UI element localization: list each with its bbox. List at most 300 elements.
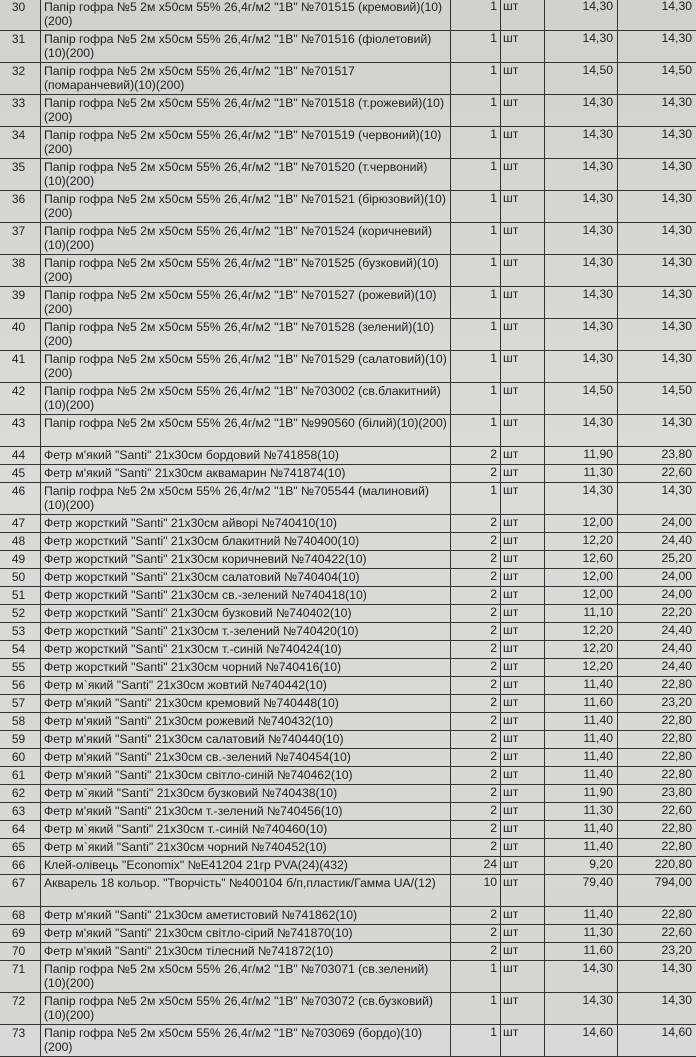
item-description: Папір гофра №5 2м х50см 55% 26,4г/м2 "1В" №701516 (фіолетовий)(10)(200): [41, 31, 451, 63]
item-description: Фетр м'який "Santi" 21х30см бордовий №741858(10): [41, 447, 451, 465]
item-description: Фетр м`який "Santi" 21х30см чорний №740452(10): [41, 839, 451, 857]
item-sum: 14,30: [618, 31, 696, 63]
item-description: Фетр м'який "Santi" 21х30см тілесний №741872(10): [41, 943, 451, 961]
item-sum: 23,80: [618, 447, 696, 465]
item-unit: шт: [501, 127, 545, 159]
item-quantity: 2: [451, 659, 501, 677]
item-unit: шт: [501, 319, 545, 351]
table-row: [0, 351, 696, 383]
row-number: 52: [0, 605, 41, 623]
item-quantity: 2: [451, 925, 501, 943]
item-price: 79,40: [545, 875, 618, 907]
item-description: Фетр м'який "Santi" 21х30см салатовий №740440(10): [41, 731, 451, 749]
item-sum: 14,30: [618, 127, 696, 159]
item-quantity: 1: [451, 287, 501, 319]
item-sum: 25,20: [618, 551, 696, 569]
item-description: Папір гофра №5 2м х50см 55% 26,4г/м2 "1В" №701524 (коричневий)(10)(200): [41, 223, 451, 255]
item-sum: 14,30: [618, 993, 696, 1025]
item-quantity: 2: [451, 623, 501, 641]
row-number: 44: [0, 447, 41, 465]
item-price: 11,40: [545, 767, 618, 785]
row-number: 41: [0, 351, 41, 383]
table-row: [0, 383, 696, 415]
item-unit: шт: [501, 287, 545, 319]
item-quantity: 1: [451, 255, 501, 287]
item-sum: 22,80: [618, 731, 696, 749]
item-unit: шт: [501, 465, 545, 483]
row-number: 64: [0, 821, 41, 839]
item-price: 11,40: [545, 713, 618, 731]
item-quantity: 2: [451, 713, 501, 731]
item-unit: шт: [501, 821, 545, 839]
table-row: [0, 857, 696, 875]
item-description: Фетр жорсткий "Santi" 21х30см т.-синій №740424(10): [41, 641, 451, 659]
table-row: [0, 943, 696, 961]
item-quantity: 2: [451, 785, 501, 803]
item-price: 14,30: [545, 319, 618, 351]
table-row: [0, 223, 696, 255]
item-quantity: 2: [451, 587, 501, 605]
item-unit: шт: [501, 659, 545, 677]
item-sum: 23,20: [618, 695, 696, 713]
item-sum: 24,40: [618, 623, 696, 641]
item-description: Фетр м'який "Santi" 21х30см т.-зелений №740456(10): [41, 803, 451, 821]
table-row: [0, 159, 696, 191]
item-unit: шт: [501, 677, 545, 695]
table-row: [0, 821, 696, 839]
table-row: [0, 623, 696, 641]
item-price: 14,30: [545, 159, 618, 191]
item-sum: 24,40: [618, 659, 696, 677]
row-number: 56: [0, 677, 41, 695]
item-price: 11,60: [545, 943, 618, 961]
item-price: 14,50: [545, 63, 618, 95]
item-sum: 14,30: [618, 415, 696, 447]
item-quantity: 2: [451, 695, 501, 713]
table-row: [0, 993, 696, 1025]
item-description: Папір гофра №5 2м х50см 55% 26,4г/м2 "1В" №701521 (бірюзовий)(10)(200): [41, 191, 451, 223]
row-number: 69: [0, 925, 41, 943]
item-quantity: 1: [451, 483, 501, 515]
item-description: Фетр м`який "Santi" 21х30см бузковий №740438(10): [41, 785, 451, 803]
item-price: 14,30: [545, 191, 618, 223]
row-number: 40: [0, 319, 41, 351]
item-quantity: 2: [451, 803, 501, 821]
table-row: [0, 63, 696, 95]
item-price: 14,30: [545, 95, 618, 127]
item-description: Клей-олівець "Economix" №E41204 21гр PVA(24)(432): [41, 857, 451, 875]
row-number: 58: [0, 713, 41, 731]
table-row: [0, 587, 696, 605]
item-quantity: 1: [451, 415, 501, 447]
item-price: 11,40: [545, 731, 618, 749]
table-row: [0, 447, 696, 465]
item-quantity: 1: [451, 63, 501, 95]
row-number: 33: [0, 95, 41, 127]
item-quantity: 2: [451, 839, 501, 857]
item-sum: 24,00: [618, 569, 696, 587]
item-price: 14,30: [545, 0, 618, 31]
item-unit: шт: [501, 731, 545, 749]
table-row: [0, 875, 696, 907]
item-sum: 14,50: [618, 63, 696, 95]
item-price: 12,20: [545, 659, 618, 677]
item-sum: 24,00: [618, 515, 696, 533]
item-price: 14,30: [545, 961, 618, 993]
item-description: Фетр жорсткий "Santi" 21х30см бузковий №740402(10): [41, 605, 451, 623]
item-sum: 14,50: [618, 383, 696, 415]
item-sum: 22,80: [618, 677, 696, 695]
table-row: [0, 287, 696, 319]
item-sum: 22,80: [618, 767, 696, 785]
item-unit: шт: [501, 255, 545, 287]
table-row: [0, 803, 696, 821]
table-row: [0, 1025, 696, 1057]
item-price: 14,30: [545, 255, 618, 287]
table-row: [0, 767, 696, 785]
row-number: 31: [0, 31, 41, 63]
item-sum: 22,60: [618, 925, 696, 943]
item-unit: шт: [501, 875, 545, 907]
item-price: 11,30: [545, 925, 618, 943]
row-number: 62: [0, 785, 41, 803]
item-sum: 22,60: [618, 465, 696, 483]
item-unit: шт: [501, 749, 545, 767]
item-description: Папір гофра №5 2м х50см 55% 26,4г/м2 "1В" №701515 (кремовий)(10)(200): [41, 0, 451, 31]
item-unit: шт: [501, 713, 545, 731]
row-number: 37: [0, 223, 41, 255]
item-unit: шт: [501, 695, 545, 713]
item-description: Фетр жорсткий "Santi" 21х30см айворі №740410(10): [41, 515, 451, 533]
item-unit: шт: [501, 63, 545, 95]
table-row: [0, 415, 696, 447]
item-quantity: 1: [451, 961, 501, 993]
item-description: Фетр м'який "Santi" 21х30см аквамарин №741874(10): [41, 465, 451, 483]
item-price: 11,30: [545, 465, 618, 483]
item-quantity: 1: [451, 159, 501, 191]
item-description: Папір гофра №5 2м х50см 55% 26,4г/м2 "1В" №701528 (зелений)(10)(200): [41, 319, 451, 351]
item-sum: 22,80: [618, 907, 696, 925]
item-price: 14,30: [545, 127, 618, 159]
table-row: [0, 515, 696, 533]
item-unit: шт: [501, 803, 545, 821]
table-row: [0, 31, 696, 63]
item-description: Фетр м'який "Santi" 21х30см кремовий №740448(10): [41, 695, 451, 713]
row-number: 48: [0, 533, 41, 551]
item-unit: шт: [501, 31, 545, 63]
item-unit: шт: [501, 447, 545, 465]
item-sum: 22,60: [618, 803, 696, 821]
item-sum: 14,30: [618, 223, 696, 255]
item-unit: шт: [501, 857, 545, 875]
item-description: Фетр жорсткий "Santi" 21х30см т.-зелений №740420(10): [41, 623, 451, 641]
item-price: 14,30: [545, 31, 618, 63]
item-unit: шт: [501, 515, 545, 533]
row-number: 47: [0, 515, 41, 533]
item-sum: 14,30: [618, 287, 696, 319]
item-price: 12,00: [545, 569, 618, 587]
item-sum: 14,30: [618, 319, 696, 351]
item-price: 11,90: [545, 447, 618, 465]
item-unit: шт: [501, 533, 545, 551]
row-number: 65: [0, 839, 41, 857]
item-quantity: 2: [451, 551, 501, 569]
item-unit: шт: [501, 587, 545, 605]
row-number: 54: [0, 641, 41, 659]
item-description: Папір гофра №5 2м х50см 55% 26,4г/м2 "1В" №701518 (т.рожевий)(10)(200): [41, 95, 451, 127]
table-row: [0, 533, 696, 551]
row-number: 35: [0, 159, 41, 191]
table-row: [0, 551, 696, 569]
item-quantity: 2: [451, 907, 501, 925]
row-number: 60: [0, 749, 41, 767]
item-price: 11,90: [545, 785, 618, 803]
item-quantity: 1: [451, 191, 501, 223]
item-quantity: 1: [451, 993, 501, 1025]
item-quantity: 1: [451, 127, 501, 159]
item-unit: шт: [501, 351, 545, 383]
item-quantity: 2: [451, 641, 501, 659]
item-description: Папір гофра №5 2м х50см 55% 26,4г/м2 "1В" №703069 (бордо)(10)(200): [41, 1025, 451, 1057]
item-sum: 14,30: [618, 159, 696, 191]
item-quantity: 24: [451, 857, 501, 875]
item-price: 9,20: [545, 857, 618, 875]
table-row: [0, 569, 696, 587]
item-quantity: 2: [451, 821, 501, 839]
item-sum: 14,30: [618, 961, 696, 993]
item-unit: шт: [501, 415, 545, 447]
table-row: [0, 907, 696, 925]
table-row: [0, 191, 696, 223]
item-sum: 24,40: [618, 533, 696, 551]
item-quantity: 1: [451, 31, 501, 63]
item-sum: 14,60: [618, 1025, 696, 1057]
item-description: Фетр м'який "Santi" 21х30см св.-зелений №740454(10): [41, 749, 451, 767]
row-number: 71: [0, 961, 41, 993]
item-unit: шт: [501, 383, 545, 415]
row-number: 51: [0, 587, 41, 605]
item-price: 14,60: [545, 1025, 618, 1057]
item-quantity: 2: [451, 515, 501, 533]
table-row: [0, 319, 696, 351]
table-row: [0, 925, 696, 943]
item-description: Фетр жорсткий "Santi" 21х30см св.-зелений №740418(10): [41, 587, 451, 605]
item-unit: шт: [501, 993, 545, 1025]
row-number: 45: [0, 465, 41, 483]
item-price: 11,40: [545, 749, 618, 767]
item-quantity: 2: [451, 749, 501, 767]
item-quantity: 2: [451, 677, 501, 695]
row-number: 63: [0, 803, 41, 821]
row-number: 66: [0, 857, 41, 875]
item-sum: 14,30: [618, 0, 696, 31]
item-sum: 22,20: [618, 605, 696, 623]
item-price: 11,10: [545, 605, 618, 623]
table-row: [0, 749, 696, 767]
row-number: 70: [0, 943, 41, 961]
item-description: Папір гофра №5 2м х50см 55% 26,4г/м2 "1В" №701525 (бузковий)(10)(200): [41, 255, 451, 287]
item-description: Папір гофра №5 2м х50см 55% 26,4г/м2 "1В" №703072 (св.бузковий)(10)(200): [41, 993, 451, 1025]
row-number: 55: [0, 659, 41, 677]
item-quantity: 2: [451, 569, 501, 587]
table-row: [0, 961, 696, 993]
table-row: [0, 731, 696, 749]
item-description: Папір гофра №5 2м х50см 55% 26,4г/м2 "1В" №701519 (червоний)(10)(200): [41, 127, 451, 159]
item-quantity: 1: [451, 351, 501, 383]
item-price: 14,30: [545, 223, 618, 255]
item-price: 14,30: [545, 351, 618, 383]
item-description: Фетр м`який "Santi" 21х30см жовтий №740442(10): [41, 677, 451, 695]
item-description: Фетр м'який "Santi" 21х30см рожевий №740432(10): [41, 713, 451, 731]
item-price: 14,30: [545, 483, 618, 515]
item-price: 11,30: [545, 803, 618, 821]
item-unit: шт: [501, 943, 545, 961]
item-sum: 22,80: [618, 713, 696, 731]
item-sum: 220,80: [618, 857, 696, 875]
item-description: Папір гофра №5 2м х50см 55% 26,4г/м2 "1В" №990560 (білий)(10)(200): [41, 415, 451, 447]
item-sum: 22,80: [618, 749, 696, 767]
item-description: Папір гофра №5 2м х50см 55% 26,4г/м2 "1В" №703071 (св.зелений)(10)(200): [41, 961, 451, 993]
row-number: 30: [0, 0, 41, 31]
row-number: 67: [0, 875, 41, 907]
item-price: 12,00: [545, 587, 618, 605]
item-sum: 22,80: [618, 839, 696, 857]
row-number: 42: [0, 383, 41, 415]
item-unit: шт: [501, 0, 545, 31]
table-row: [0, 255, 696, 287]
item-price: 12,60: [545, 551, 618, 569]
table-row: [0, 677, 696, 695]
item-description: Папір гофра №5 2м х50см 55% 26,4г/м2 "1В" №705544 (малиновий)(10)(200): [41, 483, 451, 515]
item-description: Акварель 18 кольор. "Творчість" №400104 б/п,пластик/Гамма UA/(12): [41, 875, 451, 907]
item-description: Папір гофра №5 2м х50см 55% 26,4г/м2 "1В" №703002 (св.блакитний)(10)(200): [41, 383, 451, 415]
row-number: 43: [0, 415, 41, 447]
item-sum: 14,30: [618, 255, 696, 287]
item-unit: шт: [501, 95, 545, 127]
item-quantity: 1: [451, 319, 501, 351]
row-number: 57: [0, 695, 41, 713]
item-price: 12,20: [545, 641, 618, 659]
row-number: 46: [0, 483, 41, 515]
item-quantity: 1: [451, 0, 501, 31]
item-quantity: 2: [451, 447, 501, 465]
item-description: Фетр жорсткий "Santi" 21х30см салатовий №740404(10): [41, 569, 451, 587]
item-description: Фетр м'який "Santi" 21х30см аметистовий №741862(10): [41, 907, 451, 925]
row-number: 53: [0, 623, 41, 641]
item-sum: 14,30: [618, 483, 696, 515]
item-unit: шт: [501, 961, 545, 993]
row-number: 50: [0, 569, 41, 587]
item-price: 11,40: [545, 839, 618, 857]
item-description: Фетр жорсткий "Santi" 21х30см чорний №740416(10): [41, 659, 451, 677]
item-unit: шт: [501, 159, 545, 191]
item-description: Папір гофра №5 2м х50см 55% 26,4г/м2 "1В" №701520 (т.червоний)(10)(200): [41, 159, 451, 191]
item-unit: шт: [501, 925, 545, 943]
table-row: [0, 713, 696, 731]
item-price: 14,30: [545, 287, 618, 319]
item-unit: шт: [501, 907, 545, 925]
item-price: 11,40: [545, 821, 618, 839]
item-sum: 14,30: [618, 191, 696, 223]
item-price: 14,30: [545, 993, 618, 1025]
item-quantity: 2: [451, 767, 501, 785]
row-number: 59: [0, 731, 41, 749]
item-quantity: 1: [451, 383, 501, 415]
item-quantity: 2: [451, 465, 501, 483]
item-description: Фетр жорсткий "Santi" 21х30см блакитний №740400(10): [41, 533, 451, 551]
item-sum: 24,40: [618, 641, 696, 659]
item-price: 14,30: [545, 415, 618, 447]
item-unit: шт: [501, 839, 545, 857]
item-sum: 14,30: [618, 95, 696, 127]
item-price: 12,00: [545, 515, 618, 533]
item-description: Папір гофра №5 2м х50см 55% 26,4г/м2 "1В" №701517 (помаранчевий)(10)(200): [41, 63, 451, 95]
row-number: 34: [0, 127, 41, 159]
item-unit: шт: [501, 551, 545, 569]
item-description: Фетр м`який "Santi" 21х30см т.-синій №740460(10): [41, 821, 451, 839]
item-price: 14,50: [545, 383, 618, 415]
item-sum: 794,00: [618, 875, 696, 907]
table-row: [0, 659, 696, 677]
item-unit: шт: [501, 641, 545, 659]
item-unit: шт: [501, 785, 545, 803]
item-quantity: 2: [451, 731, 501, 749]
item-unit: шт: [501, 1025, 545, 1057]
item-sum: 23,80: [618, 785, 696, 803]
table-row: [0, 785, 696, 803]
item-unit: шт: [501, 191, 545, 223]
row-number: 32: [0, 63, 41, 95]
item-unit: шт: [501, 623, 545, 641]
item-sum: 23,20: [618, 943, 696, 961]
table-row: [0, 95, 696, 127]
item-description: Фетр м'який "Santi" 21х30см світло-сірий №741870(10): [41, 925, 451, 943]
item-price: 12,20: [545, 533, 618, 551]
item-quantity: 10: [451, 875, 501, 907]
item-quantity: 2: [451, 943, 501, 961]
table-row: [0, 839, 696, 857]
table-row: [0, 695, 696, 713]
item-quantity: 2: [451, 533, 501, 551]
item-unit: шт: [501, 605, 545, 623]
row-number: 49: [0, 551, 41, 569]
item-price: 11,40: [545, 907, 618, 925]
item-unit: шт: [501, 569, 545, 587]
item-price: 12,20: [545, 623, 618, 641]
table-row: [0, 0, 696, 31]
table-row: [0, 605, 696, 623]
table-row: [0, 483, 696, 515]
row-number: 38: [0, 255, 41, 287]
item-quantity: 1: [451, 223, 501, 255]
table-row: [0, 465, 696, 483]
item-unit: шт: [501, 767, 545, 785]
row-number: 72: [0, 993, 41, 1025]
table-row: [0, 127, 696, 159]
item-description: Папір гофра №5 2м х50см 55% 26,4г/м2 "1В" №701529 (салатовий)(10)(200): [41, 351, 451, 383]
item-sum: 14,30: [618, 351, 696, 383]
table-row: [0, 641, 696, 659]
item-quantity: 2: [451, 605, 501, 623]
item-description: Фетр жорсткий "Santi" 21х30см коричневий №740422(10): [41, 551, 451, 569]
item-description: Фетр м'який "Santi" 21х30см світло-синій №740462(10): [41, 767, 451, 785]
item-price: 11,40: [545, 677, 618, 695]
row-number: 39: [0, 287, 41, 319]
item-sum: 22,80: [618, 821, 696, 839]
item-unit: шт: [501, 483, 545, 515]
item-sum: 24,00: [618, 587, 696, 605]
item-unit: шт: [501, 223, 545, 255]
